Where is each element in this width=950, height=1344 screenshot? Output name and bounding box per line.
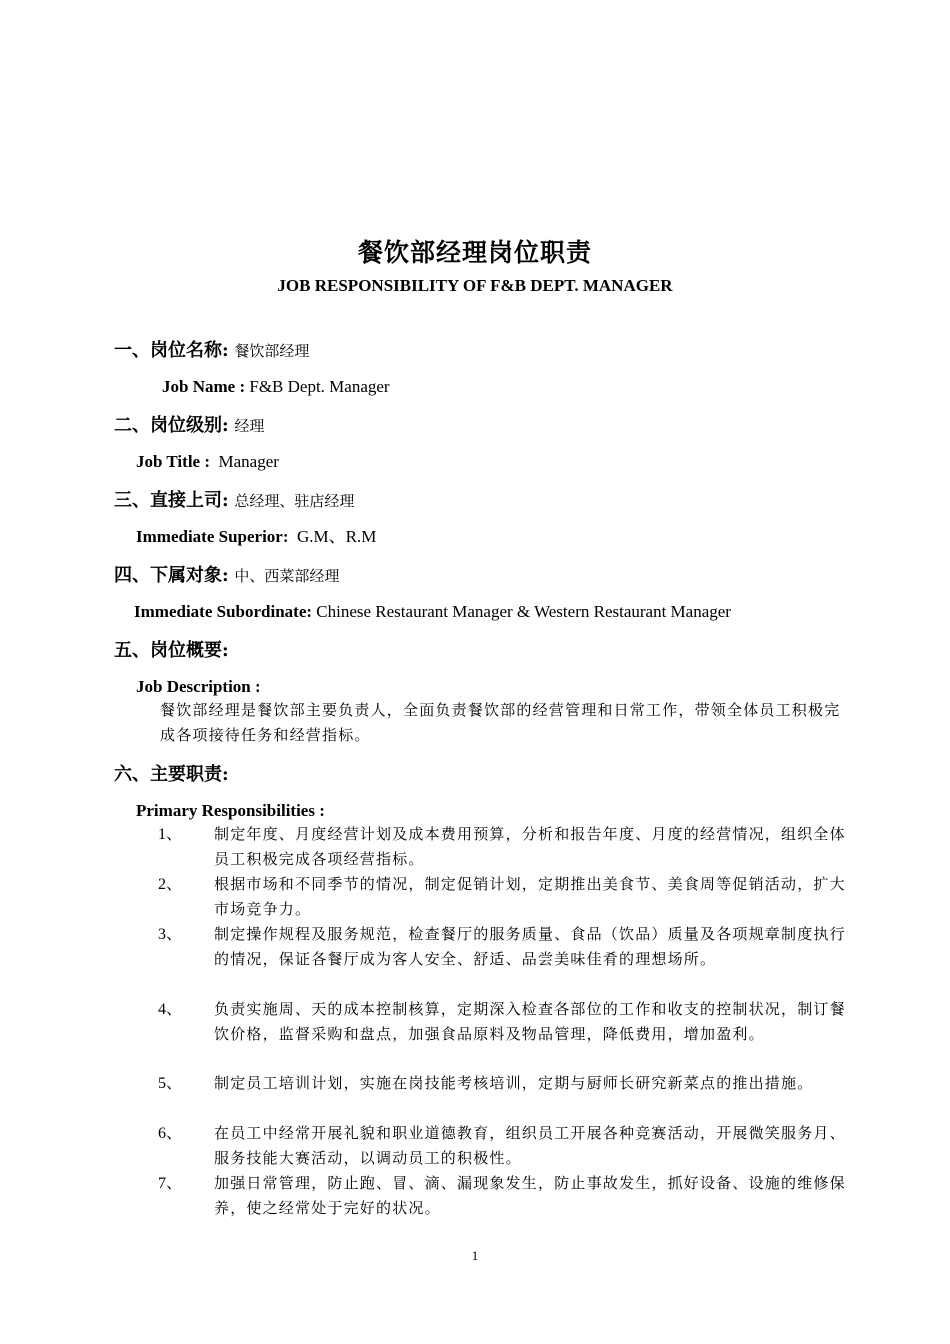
list-item <box>158 1171 850 1221</box>
section-job-description <box>114 640 229 662</box>
en-label: Primary Responsibilities : <box>136 801 325 820</box>
section-heading: 四、下属对象: <box>114 565 229 586</box>
list-item-text: 制定员工培训计划，实施在岗技能考核培训，定期与厨师长研究新菜点的推出措施。 <box>214 1074 814 1092</box>
list-item-text: 制定操作规程及服务规范，检查餐厅的服务质量、食品（饮品）质量及各项规章制度执行的情况，保证各餐厅成为客人安全、舒适、品尝美味佳肴的理想场所。 <box>214 925 846 968</box>
document-title-en: JOB RESPONSIBILITY OF F&B DEPT. MANAGER <box>277 276 673 295</box>
list-item-number: 6、 <box>158 1125 183 1142</box>
list-item <box>158 822 850 872</box>
section-heading: 一、岗位名称: <box>114 340 229 361</box>
list-item-text: 根据市场和不同季节的情况，制定促销计划，定期推出美食节、美食周等促销活动，扩大市场竞争力。 <box>214 875 846 918</box>
en-value: Manager <box>218 452 279 471</box>
job-title-en <box>136 451 279 473</box>
list-item-text: 在员工中经常开展礼貌和职业道德教育，组织员工开展各种竞赛活动，开展微笑服务月、服务技能大赛活动，以调动员工的积极性。 <box>214 1124 846 1167</box>
section-value: 中、西菜部经理 <box>234 567 340 585</box>
list-item <box>158 1071 850 1096</box>
list-item-number: 2、 <box>158 876 183 893</box>
list-item-number: 3、 <box>158 926 183 943</box>
list-item-text: 制定年度、月度经营计划及成本费用预算，分析和报告年度、月度的经营情况，组织全体员工积极完成各项经营指标。 <box>214 825 846 868</box>
job-description-text: 餐饮部经理是餐饮部主要负责人，全面负责餐饮部的经营管理和日常工作，带领全体员工积极完成各项接待任务和经营指标。 <box>160 701 841 744</box>
list-item-number: 5、 <box>158 1075 183 1092</box>
section-job-title <box>114 415 264 437</box>
section-job-name <box>114 340 309 362</box>
subordinates-en <box>134 601 731 623</box>
en-label: Job Name : <box>162 377 246 396</box>
section-heading: 六、主要职责: <box>114 764 229 785</box>
en-value: Chinese Restaurant Manager & Western Restaurant Manager <box>316 602 731 621</box>
list-item <box>158 997 850 1047</box>
list-item-number: 7、 <box>158 1175 183 1192</box>
en-label: Job Title : <box>136 452 210 471</box>
en-value: G.M、R.M <box>297 527 377 546</box>
list-item-text: 负责实施周、天的成本控制核算，定期深入检查各部位的工作和收支的控制状况，制订餐饮价格，监督采购和盘点，加强食品原料及物品管理，降低费用，增加盈利。 <box>214 1000 846 1043</box>
en-label: Immediate Subordinate: <box>134 602 313 621</box>
primary-responsibilities-en <box>136 800 325 822</box>
job-name-en <box>162 376 390 398</box>
immediate-superior-en <box>136 526 376 548</box>
section-value: 总经理、驻店经理 <box>234 492 355 510</box>
section-subordinates <box>114 565 339 587</box>
page-number: 1 <box>471 1248 479 1263</box>
list-item-number: 4、 <box>158 1001 183 1018</box>
document-title-cn: 餐饮部经理岗位职责 <box>357 238 592 267</box>
list-item <box>158 872 850 922</box>
list-item <box>158 922 850 972</box>
section-primary-responsibilities <box>114 764 229 786</box>
section-heading: 三、直接上司: <box>114 490 229 511</box>
section-value: 餐饮部经理 <box>234 342 310 360</box>
en-label: Job Description : <box>136 677 261 696</box>
list-item <box>158 1121 850 1171</box>
list-item-text: 加强日常管理，防止跑、冒、滴、漏现象发生，防止事故发生，抓好设备、设施的维修保养，使之经常处于完好的状况。 <box>214 1174 846 1217</box>
job-description-en <box>136 676 261 698</box>
section-heading: 二、岗位级别: <box>114 415 229 436</box>
section-immediate-superior <box>114 490 354 512</box>
en-value: F&B Dept. Manager <box>249 377 390 396</box>
section-heading: 五、岗位概要: <box>114 640 229 661</box>
section-value: 经理 <box>234 417 265 435</box>
en-label: Immediate Superior: <box>136 527 289 546</box>
list-item-number: 1、 <box>158 826 183 843</box>
